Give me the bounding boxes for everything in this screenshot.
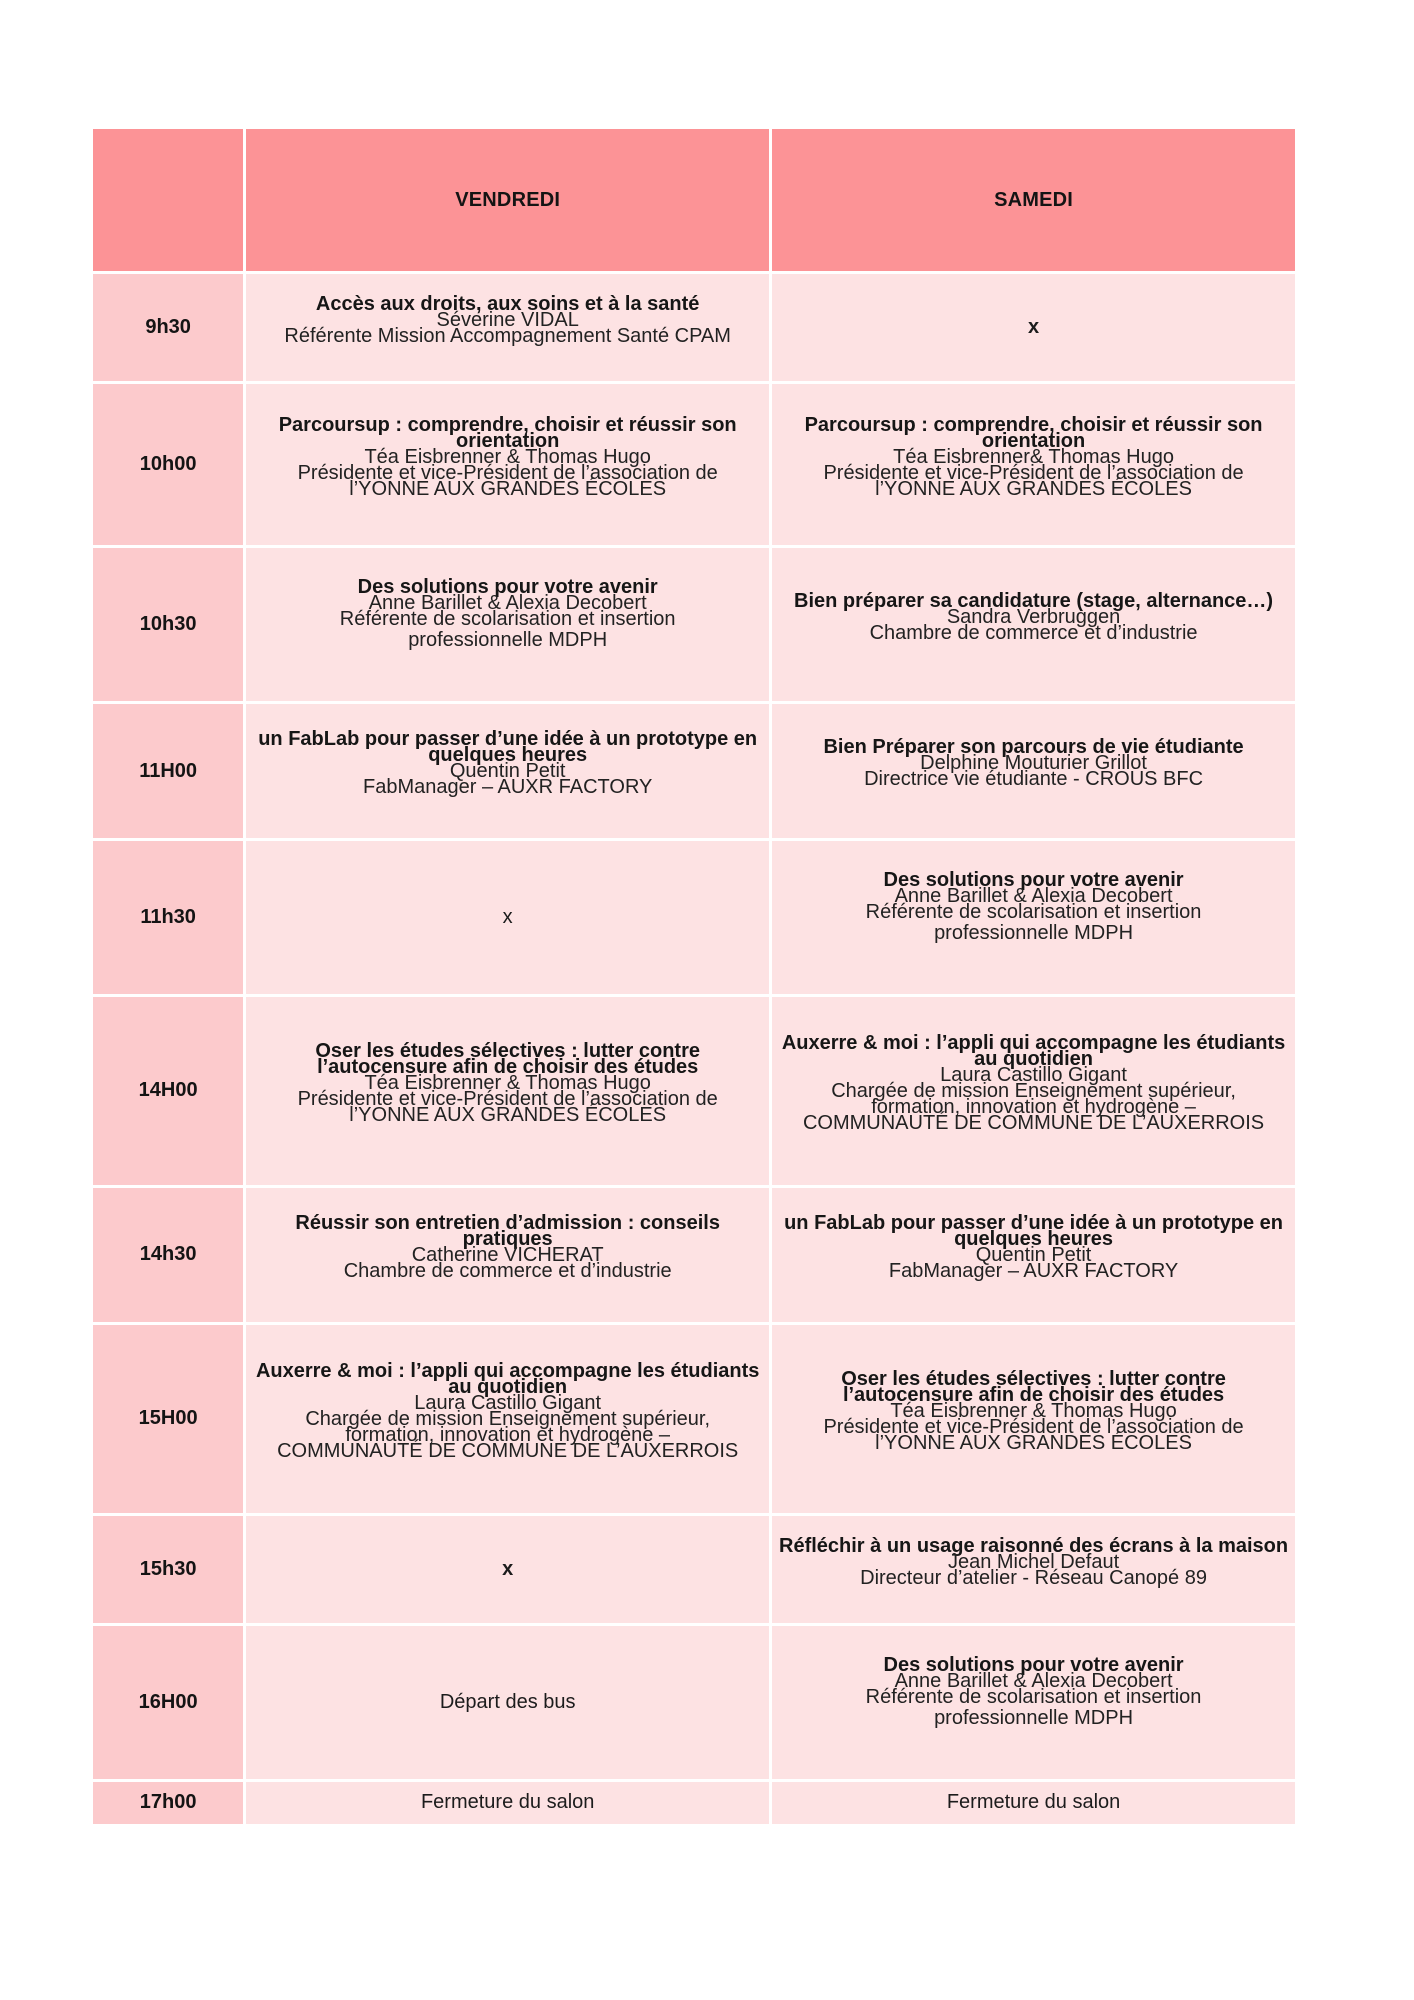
session-title: un FabLab pour passer d’une idée à un prototype en quelques heures [258, 728, 758, 767]
session-detail: Téa Eisbrenner & Thomas Hugo [890, 1399, 1177, 1422]
session-detail: Laura Castillo Gigant [940, 1063, 1127, 1086]
cell-10h00-vendredi [246, 384, 769, 545]
session-title: Parcoursup : comprendre, choisir et réussir son orientation [804, 413, 1263, 452]
session-detail: Chambre de commerce et d’industrie [343, 1259, 672, 1282]
table-row [93, 384, 1295, 545]
session-title: Des solutions pour votre avenir [883, 1654, 1184, 1677]
session-detail: Chambre de commerce et d’industrie [869, 621, 1198, 644]
cell-text: Fermeture du salon [946, 1791, 1121, 1814]
header-cell-time [93, 129, 243, 271]
table-row [93, 1626, 1295, 1779]
cell-10h30-vendredi [246, 548, 769, 701]
time-label-15h30: 15h30 [93, 1516, 243, 1623]
cell-15H00-vendredi [246, 1325, 769, 1513]
cell-text: Fermeture du salon [420, 1791, 595, 1814]
schedule-table-container [90, 126, 1298, 1827]
session-detail: professionnelle MDPH [408, 629, 608, 652]
session-detail: Référente de scolarisation et insertion [865, 1686, 1202, 1709]
session-detail: FabManager – AUXR FACTORY [888, 1259, 1179, 1282]
cell-11h30-vendredi [246, 841, 769, 994]
session-detail: l’YONNE AUX GRANDES ÉCOLES [349, 477, 667, 500]
time-label-11h30: 11h30 [93, 841, 243, 994]
cell-16H00-vendredi [246, 1626, 769, 1779]
session-detail: Téa Eisbrenner & Thomas Hugo [364, 1071, 651, 1094]
cell-10h30-samedi [772, 548, 1295, 701]
session-detail: formation, innovation et hydrogène – [871, 1095, 1196, 1118]
session-detail: l’YONNE AUX GRANDES ÉCOLES [349, 1103, 667, 1126]
session-title: Des solutions pour votre avenir [883, 869, 1184, 892]
session-title: un FabLab pour passer d’une idée à un prototype en quelques heures [784, 1211, 1284, 1250]
session-detail: Présidente et vice-Président de l’association de [823, 461, 1244, 484]
time-label-17h00: 17h00 [93, 1782, 243, 1824]
session-title: Des solutions pour votre avenir [357, 576, 658, 599]
cell-text: x [502, 906, 513, 929]
session-detail: Anne Barillet & Alexia Decobert [894, 885, 1173, 908]
session-detail: Directeur d’atelier - Réseau Canopé 89 [860, 1566, 1207, 1589]
session-detail: Présidente et vice-Président de l’association de [823, 1415, 1244, 1438]
session-title: Bien préparer sa candidature (stage, alternance…) [794, 589, 1274, 612]
time-label-15H00: 15H00 [93, 1325, 243, 1513]
session-detail: Anne Barillet & Alexia Decobert [894, 1670, 1173, 1693]
table-row [93, 841, 1295, 994]
session-detail: Jean Michel Defaut [947, 1550, 1120, 1573]
cell-14H00-samedi [772, 997, 1295, 1185]
time-label-10h30: 10h30 [93, 548, 243, 701]
cell-14h30-samedi [772, 1188, 1295, 1322]
session-detail: professionnelle MDPH [934, 1707, 1134, 1730]
cell-14h30-vendredi [246, 1188, 769, 1322]
table-row [93, 548, 1295, 701]
cell-17h00-samedi [772, 1782, 1295, 1824]
session-title: Auxerre & moi : l’appli qui accompagne les étudiants au quotidien [781, 1031, 1286, 1070]
session-detail: Référente de scolarisation et insertion [865, 901, 1202, 924]
session-detail: Quentin Petit [975, 1243, 1092, 1266]
session-detail: Téa Eisbrenner & Thomas Hugo [364, 445, 651, 468]
table-header [93, 129, 1295, 271]
session-detail: Séverine VIDAL [436, 308, 579, 331]
cell-text: x [1027, 316, 1040, 339]
session-detail: Chargée de mission Enseignement supérieur, [305, 1407, 711, 1430]
table-row [93, 1516, 1295, 1623]
session-title: Bien Préparer son parcours de vie étudiante [823, 736, 1244, 759]
table-row [93, 1188, 1295, 1322]
cell-10h00-samedi [772, 384, 1295, 545]
session-detail: Directrice vie étudiante - CROUS BFC [864, 768, 1204, 791]
table-row [93, 1325, 1295, 1513]
session-detail: COMMUNAUTÉ DE COMMUNE DE L’AUXERROIS [277, 1439, 739, 1462]
session-detail: Quentin Petit [449, 760, 566, 783]
table-row [93, 997, 1295, 1185]
cell-text: Départ des bus [439, 1691, 576, 1714]
cell-11H00-samedi [772, 704, 1295, 838]
session-detail: Référente de scolarisation et insertion [339, 608, 676, 631]
session-detail: l’YONNE AUX GRANDES ÉCOLES [875, 477, 1192, 500]
header-cell-vendredi: VENDREDI [246, 129, 769, 271]
session-detail: l’YONNE AUX GRANDES ÉCOLES [875, 1431, 1192, 1454]
table-row [93, 704, 1295, 838]
cell-17h00-vendredi [246, 1782, 769, 1824]
session-detail: Présidente et vice-Président de l’association de [297, 1087, 718, 1110]
cell-16H00-samedi [772, 1626, 1295, 1779]
session-detail: Laura Castillo Gigant [414, 1391, 602, 1414]
header-row [93, 129, 1295, 271]
session-detail: Delphine Mouturier Grillot [920, 752, 1147, 775]
session-title: Réfléchir à un usage raisonné des écrans à la maison [779, 1534, 1289, 1557]
time-label-14H00: 14H00 [93, 997, 243, 1185]
session-title: Auxerre & moi : l’appli qui accompagne les étudiants au quotidien [255, 1359, 760, 1398]
session-detail: Sandra Verbruggen [946, 605, 1121, 628]
table-row [93, 274, 1295, 381]
time-label-16H00: 16H00 [93, 1626, 243, 1779]
schedule-table [90, 126, 1298, 1827]
session-detail: Présidente et vice-Président de l’association de [297, 461, 718, 484]
session-detail: Référente Mission Accompagnement Santé CPAM [284, 324, 731, 347]
cell-15h30-vendredi [246, 1516, 769, 1623]
session-title: Oser les études sélectives : lutter contre l’autocensure afin de choisir des études [841, 1367, 1226, 1406]
cell-9h30-vendredi [246, 274, 769, 381]
session-detail: Chargée de mission Enseignement supérieur, [831, 1079, 1236, 1102]
session-detail: Catherine VICHERAT [411, 1243, 604, 1266]
time-label-9h30: 9h30 [93, 274, 243, 381]
cell-11H00-vendredi [246, 704, 769, 838]
time-label-14h30: 14h30 [93, 1188, 243, 1322]
cell-9h30-samedi [772, 274, 1295, 381]
session-detail: Téa Eisbrenner& Thomas Hugo [893, 445, 1174, 468]
cell-text: x [502, 1558, 514, 1581]
session-detail: formation, innovation et hydrogène – [345, 1423, 671, 1446]
cell-11h30-samedi [772, 841, 1295, 994]
session-detail: professionnelle MDPH [934, 922, 1134, 945]
time-label-10h00: 10h00 [93, 384, 243, 545]
session-title: Oser les études sélectives : lutter contre l’autocensure afin de choisir des études [315, 1039, 700, 1078]
cell-15h30-samedi [772, 1516, 1295, 1623]
time-label-11H00: 11H00 [93, 704, 243, 838]
session-title: Accès aux droits, aux soins et à la santé [315, 292, 700, 315]
table-row [93, 1782, 1295, 1824]
session-detail: Anne Barillet & Alexia Decobert [368, 592, 647, 615]
session-detail: COMMUNAUTÉ DE COMMUNE DE L’AUXERROIS [802, 1111, 1265, 1134]
session-title: Réussir son entretien d’admission : conseils pratiques [295, 1211, 720, 1250]
cell-15H00-samedi [772, 1325, 1295, 1513]
session-detail: FabManager – AUXR FACTORY [362, 776, 653, 799]
schedule-body [93, 274, 1295, 1824]
header-cell-samedi: SAMEDI [772, 129, 1295, 271]
session-title: Parcoursup : comprendre, choisir et réussir son orientation [278, 413, 737, 452]
cell-14H00-vendredi [246, 997, 769, 1185]
